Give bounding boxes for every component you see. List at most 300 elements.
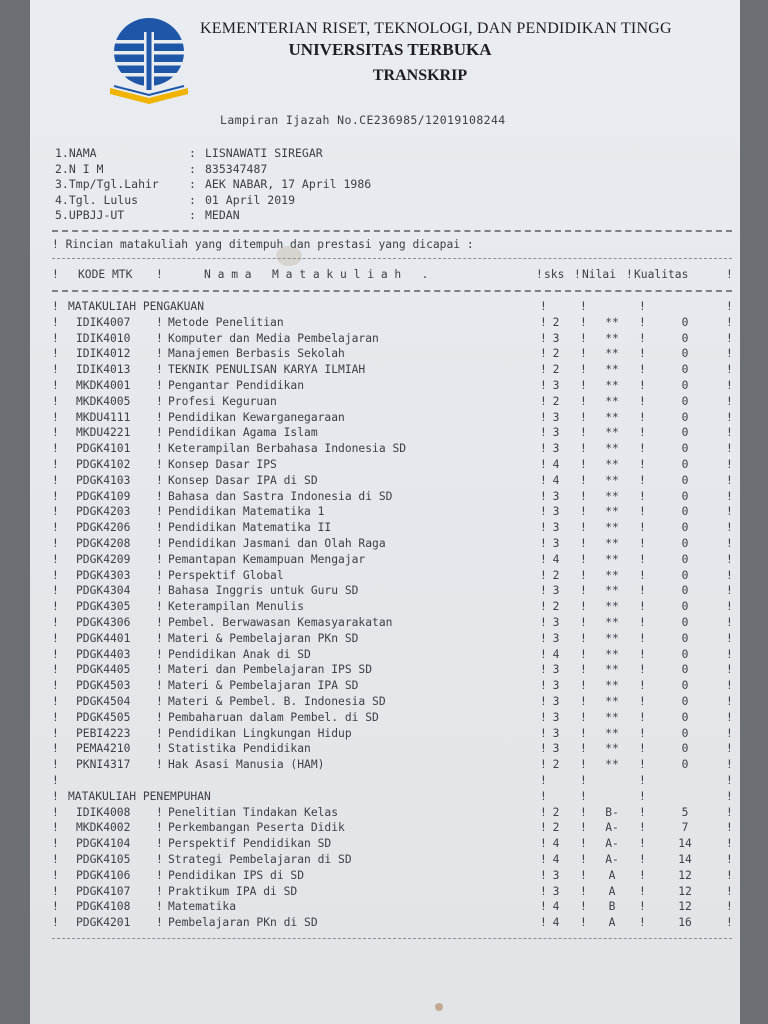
column-separator: ! [639, 521, 646, 535]
transcript-paper: KEMENTERIAN RISET, TEKNOLOGI, DAN PENDIDIKAN TINGG UNIVERSITAS TERBUKA TRANSKRIP Lampiran Ijazah No.CE236985/12019108244 1.NAMA : LISNAWATI SIREGAR 2.N I M : 835347487 3.Tmp/Tgl.Lahir : AEK NABAR, 17 April 1986 4.Tgl. Lulus : 01 April 2019 5.UPBJJ-UT : MEDAN ! Rincian matakuliah yang ditempuh dan prestasi yang dicapai : ! KODE MTK ! N a m a M a t a k u l i a h . ! sks ! Nilai ! Kualitas ! ! MATAKULIAH PENGAKUAN ! ! ! ! ! IDIK4007 ! Metode Penelitian ! 2 ! ** ! 0 ! ! IDIK4010 ! Komputer dan Media Pembelajaran ! 3 ! ** ! 0 ! ! IDIK4012 ! Manajemen Berbasis Sekolah ! 2 ! ** ! 0 ! ! IDIK4013 ! TEKNIK PENULISAN KARYA ILMIAH ! 2 ! ** ! 0 ! ! MKDK4001 ! Pengantar Pendidikan ! 3 ! ** ! 0 ! ! MKDK4005 ! Profesi Keguruan ! 2 ! ** ! 0 ! ! MKDU4111 ! Pendidikan Kewarganegaraan ! 3 ! ** ! 0 ! ! MKDU4221 ! Pendidikan Agama Islam ! 3 ! ** ! 0 ! ! PDGK4101 ! Keterampilan Berbahasa Indonesia SD ! 3 ! ** ! 0 ! ! PDGK4102 ! Konsep Dasar IPS ! 4 ! ** ! 0 ! ! PDGK4103 ! Konsep Dasar IPA di SD ! 4 ! ** ! 0 ! ! PDGK4109 ! Bahasa dan Sastra Indonesia di SD ! 3 ! ** ! 0 ! ! PDGK4203 ! Pendidikan Matematika 1 ! 3 ! ** ! 0 ! ! PDGK4206 ! Pendidikan Matematika II ! 3 ! ** ! 0 ! ! PDGK4208 ! Pendidikan Jasmani dan Olah Raga ! 3 ! ** ! 0 ! ! PDGK4209 ! Pemantapan Kemampuan Mengajar ! 4 ! ** ! 0 ! ! PDGK4303 ! Perspektif Global ! 2 ! ** ! 0 ! ! PDGK4304 ! Bahasa Inggris untuk Guru SD ! 3 ! ** ! 0 ! ! PDGK4305 ! Keterampilan Menulis ! 2 ! ** ! 0 ! ! PDGK4306 ! Pembel. Berwawasan Kemasyarakatan ! 3 ! ** ! 0 ! ! PDGK4401 ! Materi & Pembelajaran PKn SD ! 3 ! ** ! 0 ! ! PDGK4403 ! Pendidikan Anak di SD ! 4 ! ** ! 0 ! ! PDGK4405 ! Materi dan Pembelajaran IPS SD ! 3 ! ** ! 0 ! ! PDGK4503 ! Materi & Pembelajaran IPA SD ! 3 ! ** ! 0 ! ! PDGK4504 ! Materi & Pembel. B. Indonesia SD ! 3 ! ** ! 0 ! ! PDGK4505 ! Pembaharuan dalam Pembel. di SD ! 3 ! ** ! 0 ! ! PEBI4223 ! Pendidikan Lingkungan Hidup ! 3 ! ** ! 0 ! ! PEMA4210 ! Statistika Pendidikan ! 3 ! ** ! 0 ! ! PKNI4317 ! Hak Asasi Manusia (HAM) ! 2 ! ** ! 0 ! ! ! ! ! ! ! MATAKULIAH PENEMPUHAN ! ! ! ! ! IDIK4008 ! Penelitian Tindakan Kelas ! 2 ! B- ! 5 ! ! MKDK4002 ! Perkembangan Peserta Didik ! 2 ! A- ! 7 ! ! PDGK4104 ! Perspektif Pendidikan SD ! 4 ! A- ! 14 ! ! PDGK4105 ! Strategi Pembelajaran di SD ! 4 ! A- ! 14 ! ! PDGK4106 ! Pendidikan IPS di SD ! 3 ! A ! 12 ! ! PDGK4107 ! Praktikum IPA di SD ! 3 ! A ! 12 ! ! PDGK4108 ! Matematika ! 4 ! B ! 12 ! ! PDGK4201 ! Pembelajaran PKn di SD ! 4 ! A ! 16 ! [30, 0, 740, 1024]
column-separator: ! [52, 568, 59, 582]
course-name: Materi & Pembelajaran IPA SD [168, 679, 359, 693]
course-sks: 3 [552, 726, 560, 740]
course-quality: 14 [678, 837, 692, 851]
column-separator: ! [639, 663, 646, 677]
course-grade: ** [605, 568, 619, 582]
course-code: PDGK4504 [76, 695, 131, 708]
course-grade: B [608, 900, 616, 914]
table-row [52, 442, 732, 458]
course-quality: 14 [678, 853, 692, 866]
column-separator: ! [639, 726, 646, 740]
table-row [52, 332, 732, 348]
course-name: Keterampilan Menulis [168, 600, 305, 614]
column-separator: ! [726, 489, 733, 503]
column-separator: ! [52, 552, 59, 566]
column-separator: ! [52, 916, 59, 930]
course-quality: 0 [681, 426, 689, 440]
ministry-heading: KEMENTERIAN RISET, TEKNOLOGI, DAN PENDIDIKAN TINGG [200, 20, 672, 37]
column-separator: ! [52, 300, 59, 313]
course-sks: 4 [552, 916, 560, 930]
course-name: Statistika Pendidikan [168, 742, 311, 756]
column-separator: ! [52, 473, 59, 487]
column-separator: ! [726, 663, 733, 677]
column-separator: ! [540, 868, 547, 882]
column-separator: ! [580, 426, 587, 440]
column-separator: ! [726, 774, 733, 787]
table-row [52, 584, 732, 600]
column-separator: ! [156, 458, 163, 471]
header-code: KODE MTK [78, 268, 133, 281]
course-sks: 3 [552, 537, 560, 550]
course-quality: 0 [681, 663, 689, 677]
course-code: PDGK4106 [76, 868, 131, 882]
column-separator: ! [52, 600, 59, 614]
course-grade: ** [605, 758, 619, 772]
identity-label: 4.Tgl. Lulus [55, 192, 139, 207]
column-separator: ! [156, 710, 163, 724]
document-title: TRANSKRIP [372, 67, 468, 84]
course-sks: 2 [552, 568, 560, 582]
column-separator: ! [726, 473, 733, 487]
course-grade: B- [605, 805, 619, 819]
course-sks: 3 [552, 426, 560, 440]
course-grade: ** [605, 394, 619, 408]
column-separator: ! [52, 710, 59, 724]
course-name: Pendidikan Jasmani dan Olah Raga [168, 537, 386, 550]
column-separator: ! [52, 758, 59, 772]
column-separator: ! [580, 331, 587, 345]
course-quality: 0 [681, 631, 689, 645]
column-separator: ! [639, 600, 646, 614]
column-separator: ! [726, 552, 733, 566]
course-grade: A [608, 868, 616, 882]
column-separator: ! [580, 410, 587, 424]
column-separator: ! [580, 394, 587, 408]
course-code: PDGK4208 [76, 537, 131, 550]
course-grade: ** [605, 331, 619, 345]
course-grade: ** [605, 695, 619, 708]
column-separator: ! [639, 537, 646, 550]
column-separator: ! [52, 394, 59, 408]
column-separator: ! [726, 300, 733, 313]
column-separator: ! [639, 584, 646, 598]
header-name: N a m a M a t a k u l i a h . [204, 268, 429, 281]
column-separator: ! [639, 868, 646, 882]
table-row [52, 616, 732, 632]
column-separator: ! [580, 315, 587, 329]
column-separator: ! [639, 426, 646, 440]
table-row [52, 695, 732, 711]
course-code: PDGK4303 [76, 568, 131, 582]
paper-stain [435, 1003, 443, 1011]
column-separator: ! [156, 647, 163, 661]
column-separator: ! [639, 789, 646, 803]
column-separator: ! [156, 884, 163, 898]
column-separator: ! [580, 489, 587, 503]
course-code: MKDU4221 [76, 426, 131, 440]
column-separator: ! [540, 710, 547, 724]
course-sks: 3 [552, 505, 560, 519]
course-quality: 0 [681, 600, 689, 614]
table-row [52, 711, 732, 727]
column-separator: ! [540, 347, 547, 361]
course-quality: 0 [681, 521, 689, 535]
column-separator: ! [639, 473, 646, 487]
column-separator: ! [726, 868, 733, 882]
column-separator: ! [580, 347, 587, 361]
table-row [52, 490, 732, 506]
course-code: MKDU4111 [76, 410, 131, 424]
column-separator: ! [726, 600, 733, 614]
course-code: IDIK4008 [76, 805, 131, 819]
course-grade: A [608, 916, 616, 930]
column-separator: ! [156, 552, 163, 566]
column-separator: ! [52, 584, 59, 598]
course-quality: 0 [681, 505, 689, 519]
table-row [52, 363, 732, 379]
paper-stain [276, 246, 302, 266]
table-row [52, 727, 732, 743]
course-name: Pendidikan Matematika 1 [168, 505, 325, 519]
column-separator: ! [726, 347, 733, 361]
column-separator: ! [726, 442, 733, 456]
column-separator: ! [540, 489, 547, 503]
course-sks: 3 [552, 489, 560, 503]
course-quality: 0 [681, 537, 689, 550]
column-separator: ! [580, 853, 587, 866]
column-separator: ! [156, 742, 163, 756]
column-separator: ! [540, 789, 547, 803]
course-quality: 12 [678, 900, 692, 914]
column-separator: ! [52, 789, 59, 803]
course-sks: 3 [552, 521, 560, 535]
course-sks: 2 [552, 805, 560, 819]
caption-text: Rincian matakuliah yang ditempuh dan prestasi yang dicapai : [65, 238, 474, 251]
course-sks: 4 [552, 837, 560, 851]
column-separator: ! [726, 363, 733, 377]
course-grade: ** [605, 631, 619, 645]
course-name: Pendidikan Matematika II [168, 521, 332, 535]
course-grade: ** [605, 489, 619, 503]
column-separator: ! [52, 442, 59, 456]
column-separator: ! [156, 426, 163, 440]
course-sks: 4 [552, 900, 560, 914]
column-separator: ! [52, 663, 59, 677]
column-separator: ! [156, 758, 163, 772]
identity-label: 1.NAMA [55, 146, 97, 160]
table-row [52, 869, 732, 885]
course-code: PDGK4505 [76, 710, 131, 724]
course-grade: ** [605, 616, 619, 629]
course-quality: 5 [681, 805, 689, 819]
identity-label: 5.UPBJJ-UT [55, 208, 125, 222]
column-separator: ! [726, 726, 733, 740]
course-quality: 0 [681, 347, 689, 361]
course-quality: 0 [681, 679, 689, 693]
column-separator: ! [580, 537, 587, 550]
course-name: Pembaharuan dalam Pembel. di SD [168, 710, 379, 724]
course-sks: 3 [552, 331, 560, 345]
column-separator: ! [726, 900, 733, 914]
column-separator: ! [580, 900, 587, 914]
column-separator: ! [726, 315, 733, 329]
column-separator: ! [52, 774, 59, 787]
column-separator: ! [639, 505, 646, 519]
header-divider [52, 290, 732, 292]
table-border-bottom [52, 938, 732, 939]
course-code: PDGK4101 [76, 442, 131, 456]
column-separator: ! [726, 647, 733, 661]
column-separator: ! [726, 379, 733, 392]
course-code: PDGK4305 [76, 600, 131, 614]
course-name: Pengantar Pendidikan [168, 379, 305, 392]
table-row [52, 569, 732, 585]
course-name: Keterampilan Berbahasa Indonesia SD [168, 442, 407, 456]
column-separator: ! [580, 884, 587, 898]
identity-value: 835347487 [205, 161, 268, 176]
column-separator: ! [156, 505, 163, 519]
column-separator: ! [639, 774, 646, 787]
column-separator: ! [52, 837, 59, 851]
column-separator: ! [639, 300, 646, 313]
column-separator: ! [540, 742, 547, 756]
column-separator: ! [726, 853, 733, 866]
column-separator: ! [540, 616, 547, 629]
column-separator: ! [540, 300, 547, 313]
column-separator: ! [52, 537, 59, 550]
course-quality: 0 [681, 394, 689, 408]
column-separator: ! [156, 821, 163, 835]
course-sks: 3 [552, 616, 560, 629]
course-code: PDGK4401 [76, 631, 131, 645]
column-separator: ! [580, 726, 587, 740]
column-separator: ! [639, 442, 646, 456]
table-row [52, 316, 732, 332]
course-code: PDGK4107 [76, 884, 131, 898]
course-sks: 3 [552, 410, 560, 424]
course-name: Konsep Dasar IPS [168, 458, 277, 471]
table-row [52, 553, 732, 569]
course-grade: A- [605, 821, 619, 835]
column-separator: ! [726, 394, 733, 408]
table-row [52, 458, 732, 474]
course-name: Materi & Pembelajaran PKn SD [168, 631, 359, 645]
column-separator: ! [156, 900, 163, 914]
divider [52, 258, 732, 259]
course-name: Komputer dan Media Pembelajaran [168, 331, 379, 345]
course-quality: 0 [681, 473, 689, 487]
identity-label: 3.Tmp/Tgl.Lahir [55, 177, 159, 191]
course-grade: ** [605, 521, 619, 535]
column-separator: ! [580, 300, 587, 313]
column-separator: ! [156, 805, 163, 819]
column-separator: ! [156, 631, 163, 645]
course-grade: ** [605, 347, 619, 361]
column-separator: ! [540, 695, 547, 708]
course-name: Strategi Pembelajaran di SD [168, 853, 352, 866]
column-separator: ! [580, 584, 587, 598]
column-separator: ! [540, 379, 547, 392]
course-quality: 0 [681, 758, 689, 772]
identity-value: MEDAN [205, 208, 240, 222]
column-separator: ! [52, 521, 59, 535]
course-quality: 0 [681, 552, 689, 566]
column-separator: ! [540, 410, 547, 424]
table-row [52, 900, 732, 916]
course-quality: 0 [681, 584, 689, 598]
column-separator: ! [52, 821, 59, 835]
column-separator: ! [580, 379, 587, 392]
table-caption: ! Rincian matakuliah yang ditempuh dan prestasi yang dicapai : [52, 238, 474, 251]
course-code: MKDK4001 [76, 379, 131, 392]
column-separator: ! [639, 410, 646, 424]
course-quality: 7 [681, 821, 689, 835]
course-quality: 0 [681, 489, 689, 503]
course-name: Metode Penelitian [168, 315, 284, 329]
identity-value: AEK NABAR, 17 April 1986 [205, 177, 372, 191]
column-separator: ! [639, 805, 646, 819]
course-grade: ** [605, 363, 619, 377]
course-code: PDGK4105 [76, 853, 131, 866]
course-code: PDGK4103 [76, 473, 131, 487]
column-separator: ! [156, 521, 163, 535]
column-separator: ! [639, 631, 646, 645]
column-separator: ! [540, 331, 547, 345]
course-grade: ** [605, 426, 619, 440]
column-separator: ! [639, 695, 646, 708]
course-quality: 0 [681, 363, 689, 377]
column-separator: ! [580, 458, 587, 471]
course-sks: 3 [552, 710, 560, 724]
course-grade: A- [605, 853, 619, 866]
table-header-row: ! KODE MTK ! N a m a M a t a k u l i a h . ! sks ! Nilai ! Kualitas ! [52, 268, 733, 281]
column-separator: ! [639, 394, 646, 408]
column-separator: ! [540, 837, 547, 851]
course-code: PDGK4209 [76, 552, 131, 566]
column-separator: ! [580, 442, 587, 456]
column-separator: ! [52, 695, 59, 708]
column-separator: ! [156, 315, 163, 329]
table-row [52, 853, 732, 869]
identity-value: LISNAWATI SIREGAR [205, 146, 323, 160]
column-separator: ! [540, 473, 547, 487]
course-code: PDGK4306 [76, 616, 131, 629]
column-separator: ! [726, 458, 733, 471]
column-separator: ! [580, 742, 587, 756]
column-separator: ! [540, 458, 547, 471]
column-separator: ! [540, 521, 547, 535]
column-separator: ! [580, 363, 587, 377]
course-code: PDGK4108 [76, 900, 131, 914]
column-separator: ! [156, 537, 163, 550]
column-separator: ! [726, 710, 733, 724]
course-quality: 0 [681, 647, 689, 661]
course-code: PDGK4201 [76, 916, 131, 930]
table-row [52, 916, 732, 932]
course-grade: ** [605, 584, 619, 598]
course-grade: ** [605, 537, 619, 550]
column-separator: ! [540, 363, 547, 377]
course-quality: 0 [681, 695, 689, 708]
course-quality: 0 [681, 315, 689, 329]
course-code: PEBI4223 [76, 726, 131, 740]
column-separator: ! [156, 442, 163, 456]
course-sks: 2 [552, 821, 560, 835]
column-separator: ! [540, 584, 547, 598]
table-row [52, 821, 732, 837]
section-row [52, 790, 732, 806]
column-separator: ! [639, 458, 646, 471]
course-name: Bahasa Inggris untuk Guru SD [168, 584, 359, 598]
column-separator: ! [726, 695, 733, 708]
table-row [52, 806, 732, 822]
column-separator: ! [156, 916, 163, 930]
column-separator: ! [726, 758, 733, 772]
course-sks: 2 [552, 363, 560, 377]
course-grade: ** [605, 458, 619, 471]
course-name: Pendidikan Kewarganegaraan [168, 410, 345, 424]
column-separator: ! [580, 916, 587, 930]
column-separator: ! [156, 363, 163, 377]
course-code: MKDK4002 [76, 821, 131, 835]
course-code: PDGK4503 [76, 679, 131, 693]
course-quality: 0 [681, 710, 689, 724]
course-quality: 12 [678, 884, 692, 898]
identity-label: 2.N I M [55, 161, 104, 176]
course-sks: 3 [552, 631, 560, 645]
section-title: MATAKULIAH PENGAKUAN [68, 300, 205, 313]
column-separator: ! [52, 489, 59, 503]
column-separator: ! [580, 647, 587, 661]
university-heading: UNIVERSITAS TERBUKA [288, 40, 492, 59]
table-row [52, 505, 732, 521]
column-separator: ! [639, 347, 646, 361]
column-separator: ! [156, 584, 163, 598]
column-separator: ! [540, 916, 547, 930]
column-separator: ! [580, 568, 587, 582]
column-separator: ! [540, 631, 547, 645]
column-separator: ! [52, 616, 59, 629]
table-row [52, 347, 732, 363]
column-separator: ! [639, 379, 646, 392]
universitas-terbuka-logo-icon [108, 14, 190, 106]
column-separator: ! [639, 916, 646, 930]
table-row [52, 885, 732, 901]
table-row [52, 411, 732, 427]
course-code: PDGK4405 [76, 663, 131, 677]
course-name: Hak Asasi Manusia (HAM) [168, 758, 325, 772]
course-sks: 4 [552, 473, 560, 487]
column-separator: ! [726, 916, 733, 930]
column-separator: ! [580, 521, 587, 535]
course-sks: 3 [552, 379, 560, 392]
column-separator: ! [156, 473, 163, 487]
column-separator: ! [639, 679, 646, 693]
column-separator: ! [52, 726, 59, 740]
table-row [52, 379, 732, 395]
column-separator: ! [156, 695, 163, 708]
column-separator: ! [639, 821, 646, 835]
column-separator: ! [156, 837, 163, 851]
table-row [52, 758, 732, 774]
course-grade: ** [605, 742, 619, 756]
column-separator: ! [540, 774, 547, 787]
column-separator: ! [156, 616, 163, 629]
column-separator: ! [580, 631, 587, 645]
column-separator: ! [540, 426, 547, 440]
course-sks: 4 [552, 853, 560, 866]
